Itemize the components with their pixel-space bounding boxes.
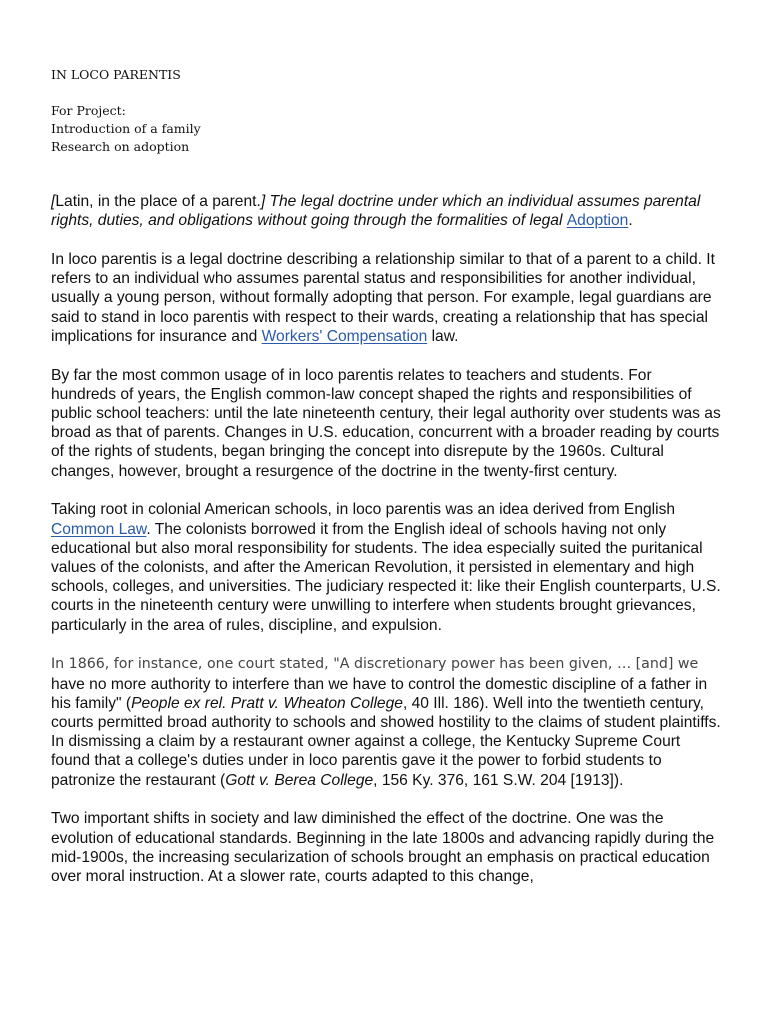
paragraph-1-text-a: In loco parentis is a legal doctrine describing a relationship similar to that of a parent to a child. It refers to an individual who assumes parental status and responsibilities for another individual, usually a young person, without formally adopting that person. For example, legal guardians are said to stand in loco parentis with respect to their wards, creating a relationship that has special implications for insurance and <box>51 251 715 345</box>
paragraph-5: Two important shifts in society and law diminished the effect of the doctrine. One was the evolution of educational standards. Beginning in the late 1800s and advancing rapidly during the mid-1900s, the increasing secularization of schools brought an emphasis on practical education over moral instruction. At a slower rate, courts adapted to this change, <box>51 810 715 886</box>
definition-text: The legal doctrine under which an individual assumes parental rights, duties, and obligations without going through the formalities of legal <box>51 193 701 230</box>
paragraph-2: By far the most common usage of in loco parentis relates to teachers and students. For hundreds of years, the English common-law concept shaped the rights and responsibilities of public school teachers: until the late nineteenth century, their legal authority over students was as broad as that of parents. Changes in U.S. education, concurrent with a broader reading by courts of the rights of students, began bringing the concept into disrepute by the 1960s. Cultural changes, however, brought a resurgence of the doctrine in the twenty-first century. <box>51 366 721 480</box>
paragraph-4-lead: In 1866, for instance, one court stated, "A discretionary power has been given, … [and] we <box>51 656 699 673</box>
project-line-2: Research on adoption <box>51 139 190 154</box>
paragraph-1 <box>51 250 721 346</box>
paragraph-4 <box>51 654 721 789</box>
common-law-link[interactable]: Common Law <box>51 520 147 538</box>
paragraph-3 <box>51 500 721 634</box>
definition-end: . <box>628 212 633 230</box>
latin-note: Latin, in the place of a parent. <box>55 193 261 210</box>
adoption-link[interactable]: Adoption <box>566 212 629 230</box>
case-citation-1: People ex rel. Pratt v. Wheaton College <box>131 694 403 712</box>
paragraph-4-text-a: have no more authority to interfere than we have to control the domestic discipline of a father in his family" ( <box>51 675 708 712</box>
document-body <box>51 192 721 906</box>
case-citation-2: Gott v. Berea College <box>225 771 374 789</box>
paragraph-3-text-b: . The colonists borrowed it from the English ideal of schools having not only educational but also moral responsibility for students. The idea especially suited the puritanical values of the colonists, and after the American Revolution, it persisted in elementary and high schools, colleges, and universities. The judiciary respected it: like their English counterparts, U.S. courts in the nineteenth century were unwilling to interfere when students brought grievances, particularly in the area of rules, discipline, and expulsion. <box>51 520 721 634</box>
paragraph-3-text-a: Taking root in colonial American schools, in loco parentis was an idea derived from English <box>51 501 676 519</box>
project-line-1: Introduction of a family <box>51 121 201 136</box>
open-bracket: [ <box>51 193 56 210</box>
project-label: For Project: <box>51 103 126 118</box>
paragraph-4-text-b: , 40 Ill. 186). Well into the twentieth century, courts permitted broad authority to schools and showed hostility to the claims of student plaintiffs. In dismissing a claim by a restaurant owner against a college, the Kentucky Supreme Court found that a college's duties under in loco parentis gave it the power to forbid students to patronize the restaurant ( <box>51 694 721 789</box>
project-info <box>51 102 201 156</box>
workers-compensation-link[interactable]: Workers' Compensation <box>261 327 428 345</box>
paragraph-4-text-c: , 156 Ky. 376, 161 S.W. 204 [1913]). <box>373 771 624 789</box>
document-title: IN LOCO PARENTIS <box>51 67 181 82</box>
definition-paragraph <box>51 192 721 230</box>
paragraph-1-text-b: law. <box>427 327 459 345</box>
close-bracket: ] <box>260 193 266 210</box>
